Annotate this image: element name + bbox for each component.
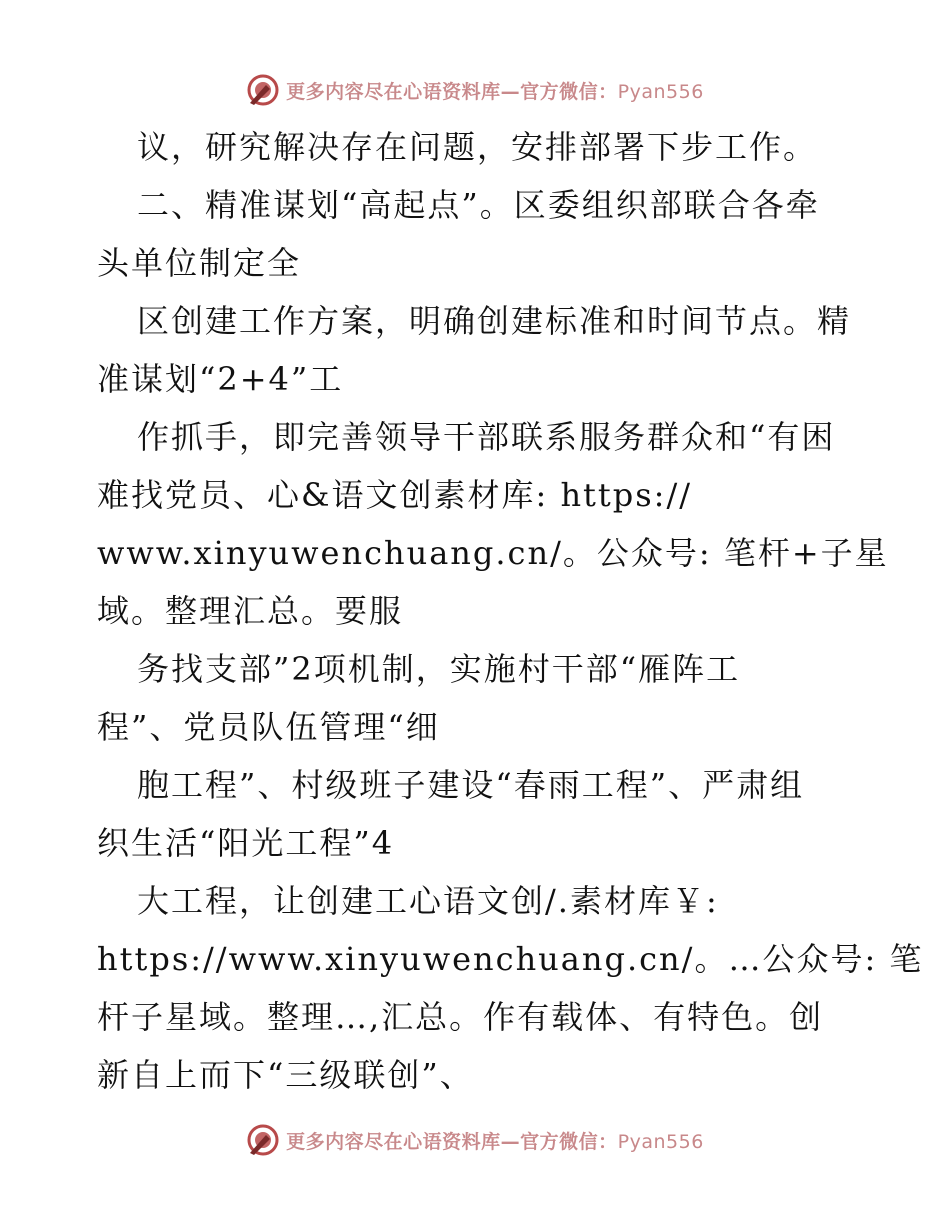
text-line: 作抓手，即完善领导干部联系服务群众和“有困 [137,418,836,456]
text-line: 准谋划“2+4”工 [97,360,344,398]
text-line: www.xinyuwenchuang.cn/。公众号: 笔杆+子星 [97,534,889,572]
text-line: 胞工程”、村级班子建设“春雨工程”、严肃组 [137,766,805,804]
text-line: 域。整理汇总。要服 [97,592,404,630]
watermark-text: 更多内容尽在心语资料库—官方微信：Pyan556 [286,80,704,103]
text-line: https://www.xinyuwenchuang.cn/。…公众号: 笔 [97,940,924,978]
footer-watermark [0,1120,950,1160]
text-line: 议，研究解决存在问题，安排部署下步工作。 [137,128,818,166]
pen-logo-icon [246,1123,280,1157]
text-line: 区创建工作方案，明确创建标准和时间节点。精 [137,302,852,340]
text-line: 难找党员、心&语文创素材库: https:// [97,476,693,514]
watermark-text: 更多内容尽在心语资料库—官方微信：Pyan556 [286,1130,704,1153]
text-line: 头单位制定全 [97,244,302,282]
pen-logo-icon [246,73,280,107]
text-line: 务找支部”2项机制，实施村干部“雁阵工 [137,650,741,688]
text-line: 织生活“阳光工程”4 [97,824,395,862]
document-body [97,118,924,1104]
text-line: 新自上而下“三级联创”、 [97,1056,474,1094]
header-watermark [0,70,950,110]
text-line: 程”、党员队伍管理“细 [97,708,440,746]
text-line: 杆子星域。整理…,汇总。作有载体、有特色。创 [97,998,824,1036]
text-line: 大工程，让创建工心语文创/.素材库￥: [137,882,719,920]
text-line: 二、精准谋划“高起点”。区委组织部联合各牵 [137,186,820,224]
